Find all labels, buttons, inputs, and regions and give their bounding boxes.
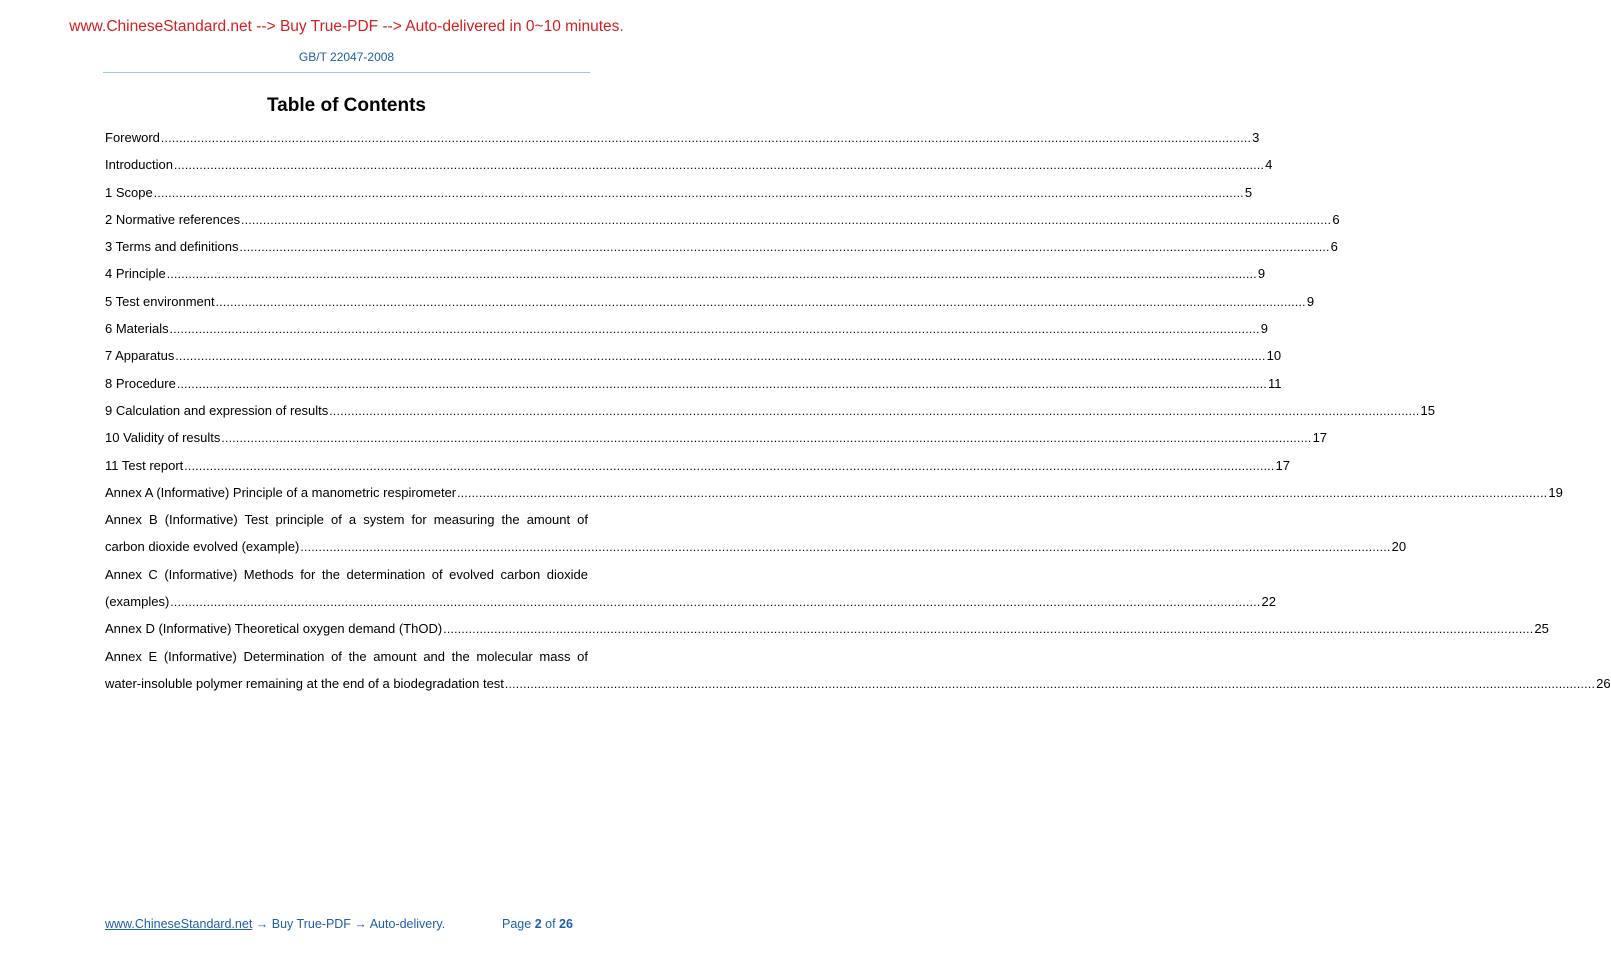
toc-dot-leader: ............................................................................................................................................................................................................................................................................................................	[300, 540, 1391, 555]
toc-entry-page[interactable]: 6	[1330, 239, 1338, 255]
toc-entry-page[interactable]: 17	[1312, 430, 1328, 446]
toc-annex-title-line[interactable]: Annex B (Informative) Test principle of a system for measuring the amount of	[105, 512, 588, 528]
toc-entry[interactable]	[105, 675, 1611, 702]
toc-entry-label[interactable]: 7 Apparatus	[105, 348, 175, 364]
toc-entry-label[interactable]: Annex A (Informative) Principle of a manometric respirometer	[105, 484, 457, 500]
toc-dot-leader: ............................................................................................................................................................................................................................................................................................................	[170, 595, 1261, 610]
toc-entry-page[interactable]: 11	[1268, 375, 1282, 391]
toc-entry-page[interactable]: 15	[1420, 402, 1435, 418]
toc-entry-label[interactable]: 9 Calculation and expression of results	[105, 402, 329, 418]
toc-entry-label[interactable]: 1 Scope	[105, 184, 153, 200]
toc-entry[interactable]	[105, 347, 1282, 374]
toc-entry[interactable]	[105, 293, 1315, 320]
toc-entry-page[interactable]: 9	[1260, 321, 1269, 337]
document-code: GB/T 22047-2008	[298, 50, 395, 64]
page-number	[502, 917, 573, 931]
toc-dot-leader: ............................................................................................................................................................................................................................................................................................................	[160, 131, 1252, 145]
toc-entry[interactable]	[105, 429, 1328, 456]
toc-entry[interactable]	[105, 457, 1290, 484]
toc-entry-label[interactable]: 8 Procedure	[105, 375, 176, 391]
toc-entry[interactable]	[105, 402, 1435, 429]
toc-entry-label[interactable]: (examples)	[105, 594, 170, 610]
toc-entry-page[interactable]: 3	[1252, 130, 1260, 145]
toc-entry[interactable]	[105, 620, 1549, 647]
toc-entry[interactable]	[105, 320, 1269, 347]
toc-dot-leader: ............................................................................................................................................................................................................................................................................................................	[241, 212, 1332, 227]
toc-entry-page[interactable]: 22	[1261, 594, 1276, 610]
toc-dot-leader: ............................................................................................................................................................................................................................................................................................................	[443, 622, 1534, 637]
toc-entry-label[interactable]: water-insoluble polymer remaining at the end of a biodegradation test	[105, 675, 504, 691]
toc-dot-leader: ............................................................................................................................................................................................................................................................................................................	[175, 349, 1266, 364]
toc-entry-page[interactable]: 17	[1275, 457, 1290, 473]
toc-dot-leader: ............................................................................................................................................................................................................................................................................................................	[184, 458, 1275, 473]
toc-dot-leader: ............................................................................................................................................................................................................................................................................................................	[457, 485, 1548, 500]
toc-entry[interactable]	[105, 265, 1266, 292]
top-banner[interactable]: www.ChineseStandard.net --> Buy True-PDF --> Auto-delivered in 0~10 minutes.	[69, 18, 624, 35]
toc-entry-page[interactable]: 20	[1391, 539, 1407, 555]
toc-dot-leader: ............................................................................................................................................................................................................................................................................................................	[504, 676, 1596, 691]
toc-dot-leader: ............................................................................................................................................................................................................................................................................................................	[215, 294, 1306, 309]
toc-entry-page[interactable]: 9	[1306, 293, 1315, 309]
toc-annex-title-line[interactable]: Annex E (Informative) Determination of the amount and the molecular mass of	[105, 648, 588, 664]
toc-entry[interactable]	[105, 484, 1563, 511]
toc-dot-leader: ............................................................................................................................................................................................................................................................................................................	[169, 322, 1260, 337]
toc-entry-page[interactable]: 25	[1534, 621, 1549, 637]
toc-entry[interactable]	[105, 184, 1253, 211]
page-of: of	[545, 917, 556, 931]
toc-entry-label[interactable]: carbon dioxide evolved (example)	[105, 539, 300, 555]
toc-entry-label[interactable]: 11 Test report	[105, 457, 184, 473]
toc-entry-label[interactable]: 2 Normative references	[105, 211, 241, 227]
table-of-contents	[105, 129, 1611, 702]
toc-entry-label[interactable]: 5 Test environment	[105, 293, 215, 309]
toc-annex-title-line[interactable]: Annex C (Informative) Methods for the determination of evolved carbon dioxide	[105, 566, 588, 582]
toc-dot-leader: ............................................................................................................................................................................................................................................................................................................	[221, 431, 1312, 446]
toc-entry-label[interactable]: Foreword	[105, 130, 160, 145]
toc-dot-leader: ............................................................................................................................................................................................................................................................................................................	[239, 240, 1330, 255]
toc-entry-label[interactable]: 4 Principle	[105, 266, 166, 282]
toc-entry-label[interactable]: Annex D (Informative) Theoretical oxygen demand (ThOD)	[105, 621, 443, 637]
toc-entry-page[interactable]: 6	[1332, 211, 1340, 227]
footer-link[interactable]	[105, 917, 445, 931]
toc-entry[interactable]	[105, 238, 1338, 265]
toc-dot-leader: ............................................................................................................................................................................................................................................................................................................	[173, 158, 1265, 173]
toc-entry-page[interactable]: 9	[1257, 266, 1266, 282]
toc-entry[interactable]	[105, 211, 1340, 238]
toc-entry[interactable]	[105, 129, 1260, 156]
toc-entry[interactable]	[105, 593, 1276, 620]
toc-dot-leader: ............................................................................................................................................................................................................................................................................................................	[176, 376, 1268, 391]
toc-entry-label[interactable]: 10 Validity of results	[105, 430, 221, 446]
toc-entry-label[interactable]: 3 Terms and definitions	[105, 239, 239, 255]
page-current: 2	[534, 917, 542, 931]
toc-entry-page[interactable]: 19	[1548, 484, 1563, 500]
toc-entry[interactable]	[105, 375, 1282, 402]
toc-entry[interactable]	[105, 538, 1407, 565]
toc-dot-leader: ............................................................................................................................................................................................................................................................................................................	[329, 403, 1420, 418]
toc-entry-label[interactable]: Introduction	[105, 157, 173, 173]
toc-dot-leader: ............................................................................................................................................................................................................................................................................................................	[166, 267, 1257, 282]
header-divider	[103, 72, 590, 73]
toc-entries	[105, 129, 1611, 702]
toc-entry-page[interactable]: 10	[1266, 348, 1282, 364]
toc-entry-page[interactable]: 4	[1265, 157, 1273, 173]
footer-url[interactable]: www.ChineseStandard.net	[105, 917, 253, 931]
toc-entry-label[interactable]: 6 Materials	[105, 321, 169, 337]
footer-link-text[interactable]: → Buy True-PDF → Auto-delivery.	[252, 917, 446, 931]
page-prefix: Page	[502, 917, 532, 931]
toc-title: Table of Contents	[266, 95, 427, 116]
toc-dot-leader: ............................................................................................................................................................................................................................................................................................................	[153, 185, 1244, 200]
toc-entry-page[interactable]: 5	[1244, 184, 1253, 200]
toc-entry[interactable]	[105, 156, 1273, 183]
toc-entry-page[interactable]: 26	[1596, 675, 1611, 691]
page-total: 26	[559, 917, 573, 931]
